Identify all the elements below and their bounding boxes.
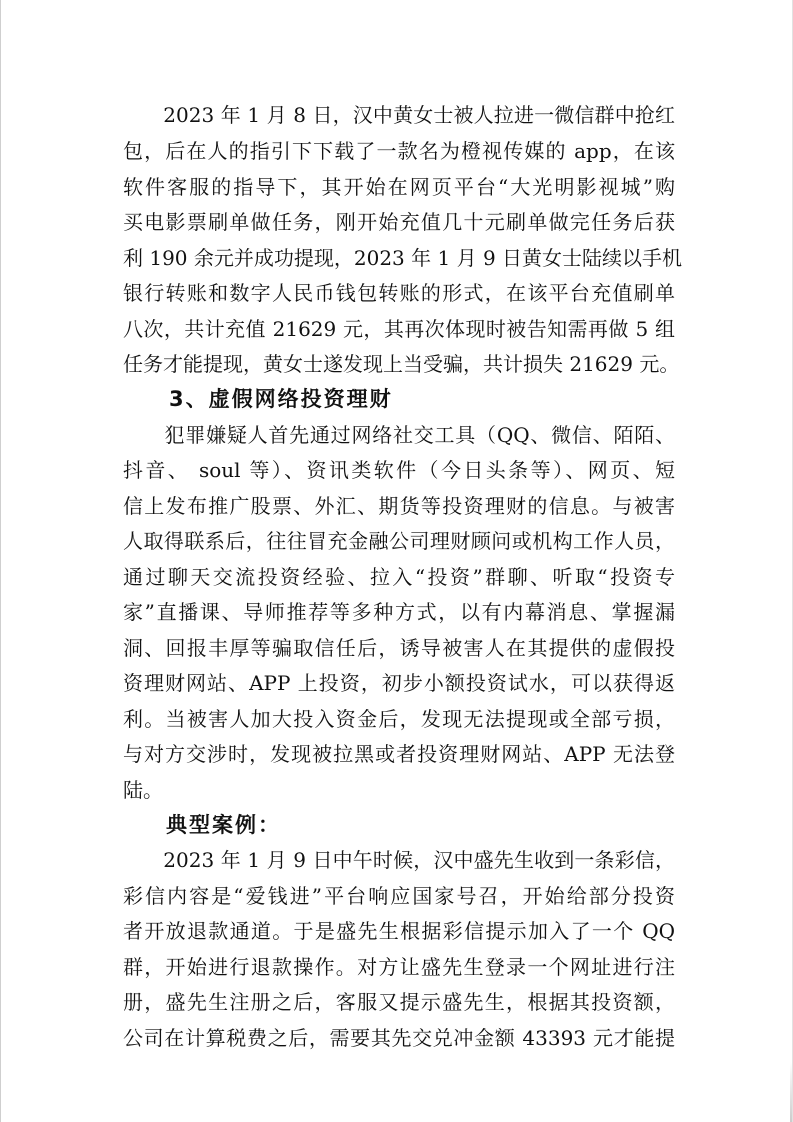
case1-line-6: 银行转账和数字人民币钱包转账的形式，在该平台充值刷单 bbox=[123, 281, 675, 305]
page-edge-shadow bbox=[790, 1062, 792, 1122]
case1-line-4: 买电影票刷单做任务，刚开始充值几十元刷单做完任务后获 bbox=[123, 210, 675, 234]
case1-line-5: 利 190 余元并成功提现，2023 年 1 月 9 日黄女士陆续以手机 bbox=[123, 246, 683, 270]
case1-line-7: 八次，共计充值 21629 元，其再次体现时被告知需再做 5 组 bbox=[123, 317, 675, 341]
case1-line-2: 包，后在人的指引下下载了一款名为橙视传媒的 app，在该 bbox=[123, 139, 675, 163]
section3-line-7: 洞、回报丰厚等骗取信任后，诱导被害人在其提供的虚假投 bbox=[123, 636, 675, 660]
section3-line-3: 信上发布推广股票、外汇、期货等投资理财的信息。与被害 bbox=[123, 494, 675, 518]
section3-line-8: 资理财网站、APP 上投资，初步小额投资试水，可以获得返 bbox=[123, 671, 675, 695]
typical-case-heading: 典型案例： bbox=[166, 813, 281, 837]
case2-line-5: 册，盛先生注册之后，客服又提示盛先生，根据其投资额， bbox=[123, 990, 675, 1014]
case2-line-1: 2023 年 1 月 9 日中午时候，汉中盛先生收到一条彩信， bbox=[123, 848, 675, 872]
section3-line-10: 与对方交涉时，发现被拉黑或者投资理财网站、APP 无法登 bbox=[123, 742, 675, 766]
section3-line-2: 抖音、 soul 等）、资讯类软件（今日头条等）、网页、短 bbox=[123, 458, 675, 482]
section3-line-11: 陆。 bbox=[123, 778, 163, 802]
case2-line-3: 者开放退款通道。于是盛先生根据彩信提示加入了一个 QQ bbox=[123, 919, 675, 943]
case1-line-8: 任务才能提现，黄女士遂发现上当受骗，共计损失 21629 元。 bbox=[123, 352, 680, 376]
case2-line-6: 公司在计算税费之后，需要其先交兑冲金额 43393 元才能提 bbox=[123, 1026, 675, 1050]
case2-line-2: 彩信内容是“爱钱进”平台响应国家号召，开始给部分投资 bbox=[123, 884, 675, 908]
case2-line-4: 群，开始进行退款操作。对方让盛先生登录一个网址进行注 bbox=[123, 955, 675, 979]
section3-line-4: 人取得联系后，往往冒充金融公司理财顾问或机构工作人员， bbox=[123, 529, 675, 553]
section3-line-9: 利。当被害人加大投入资金后，发现无法提现或全部亏损， bbox=[123, 707, 675, 731]
section-heading-3: 3、虚假网络投资理财 bbox=[169, 387, 393, 411]
section3-line-1: 犯罪嫌疑人首先通过网络社交工具（QQ、微信、陌陌、 bbox=[123, 423, 675, 447]
case1-line-1: 2023 年 1 月 8 日，汉中黄女士被人拉进一微信群中抢红 bbox=[123, 103, 675, 127]
section3-line-6: 家”直播课、导师推荐等多种方式，以有内幕消息、掌握漏 bbox=[123, 600, 675, 624]
case1-line-3: 软件客服的指导下，其开始在网页平台“大光明影视城”购 bbox=[123, 175, 675, 199]
section3-line-5: 通过聊天交流投资经验、拉入“投资”群聊、听取“投资专 bbox=[123, 565, 675, 589]
